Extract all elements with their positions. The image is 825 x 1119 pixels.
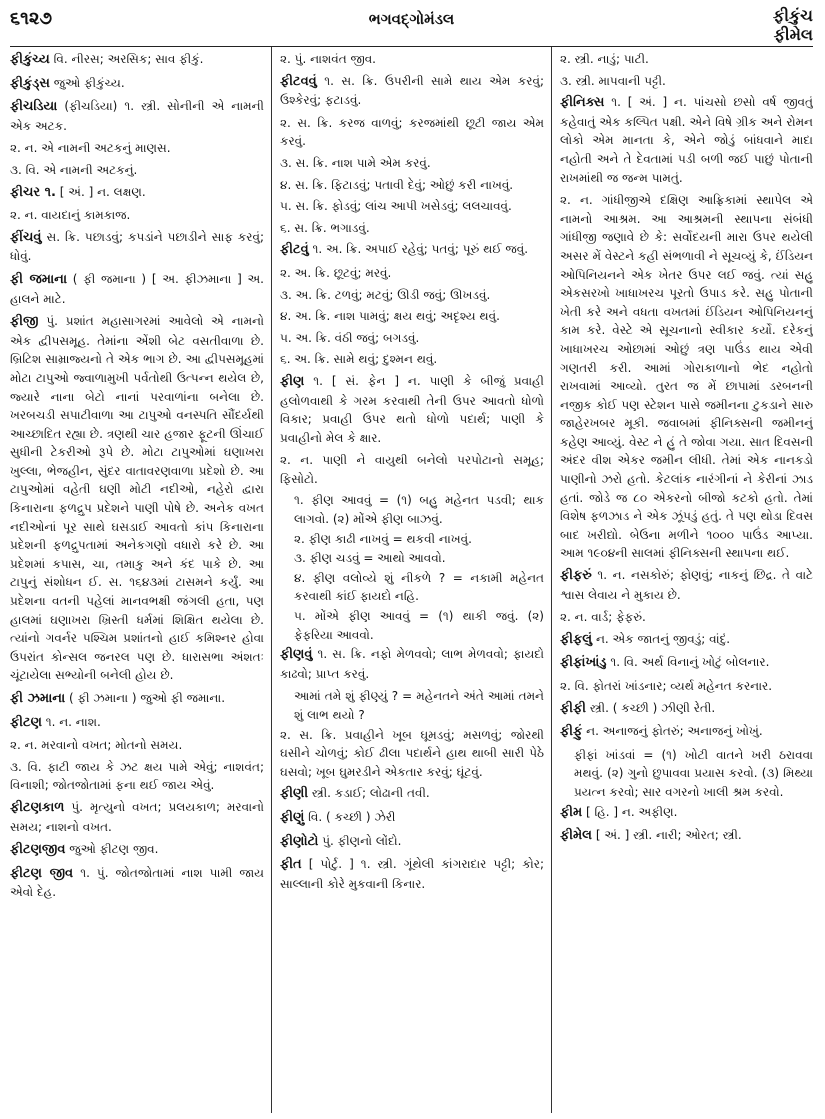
dictionary-entry	[280, 808, 544, 828]
dictionary-entry	[10, 74, 264, 94]
definition: ૧. ન. નાશ.	[45, 714, 101, 729]
headword: ફીટણજીવ	[10, 842, 66, 858]
dictionary-entry	[280, 72, 544, 110]
headword: ફીટવું	[280, 242, 309, 258]
definition: સ. ક્રિ. પછાડવું; કપડાંને પછાડીને સાફ કરવું; ધોવું.	[10, 229, 264, 264]
headword: ફીટણકાળ	[10, 799, 65, 815]
sub-sense: ૩. અ. ક્રિ. ટળવું; મટવું; ઊડી જવું; ઊખડવું.	[280, 287, 491, 302]
headword: ફીજી	[10, 314, 39, 330]
dictionary-entry	[280, 372, 544, 447]
sub-sense: ૪. અ. ક્રિ. નાશ પામવું; ક્ષય થવું; અદૃશ્ય થવું.	[280, 309, 500, 324]
sub-sense: ૫. અ. ક્રિ. વંઠી જવું; બગડવું.	[280, 330, 420, 345]
guide-word-last: ફીમેલ	[773, 25, 813, 44]
sub-sense: ૩. વિ. એ નામની અટકનું.	[10, 162, 138, 177]
definition: [ પોર્ટુ. ] ૧. સ્ત્રી. ગૂંથેલી કાંગરાદાર પટ્ટી; કોર; સાલ્લાની કોરે મુકવાની કિનાર.	[280, 857, 544, 891]
sub-sense: ૨. સ. ક્રિ. કરજ વાળવું; કરજમાંથી છૂટી જાય એમ કરવું.	[280, 115, 544, 149]
headword: ફીફું	[560, 724, 583, 740]
idiom: ૧. ફીણ આવવું = (૧) બહુ મહેનત પડવી; થાક લાગવો. (૨) મોંએ ફીણ બાઝવું.	[294, 493, 544, 527]
dictionary-entry	[560, 653, 813, 673]
sub-sense: ૪. સ. ક્રિ. ફિટાડવું; પતાવી દેવું; ઓછું કરી નાખવું.	[280, 177, 514, 192]
page-header	[10, 6, 813, 46]
definition: (ફીચડિયા) ૧. સ્ત્રી. સોનીની એ નામની એક અટક.	[10, 99, 264, 133]
sub-sense: ૫. સ. ક્રિ. ફોડવું; લાંચ આપી ખસેડવું; લલચાવવું.	[280, 199, 512, 214]
headword: ફીત	[280, 857, 302, 873]
columns	[10, 46, 813, 1113]
dictionary-entry	[280, 240, 544, 260]
dictionary-entry	[560, 826, 813, 846]
idiom: આમાં તમે શું ફીણ્યું ? = મહેનતને અંતે આમાં તમને શું લાભ થયો ?	[294, 689, 544, 722]
sub-sense: ૬. સ. ક્રિ. ભગાડવું.	[280, 220, 370, 235]
dictionary-entry	[280, 784, 544, 804]
dictionary-entry	[560, 803, 813, 823]
idiom: ફીફાં ખાંડવાં = (૧) ખોટી વાતને ખરી ઠરાવવા મથવું. (૨) ગુનો છુપાવવા પ્રયાસ કરવો. (૩) મિથ્યા પ્રયત્ન કરવો; સાર વગરનો ખાલી શ્રમ કરવો.	[574, 747, 813, 799]
sub-sense: ૨. અ. ક્રિ. છૂટવું; મરવું.	[280, 265, 392, 280]
headword: ફીણ	[280, 373, 305, 389]
headword: ફીંચવું	[10, 229, 42, 245]
definition: ( ફી જમાના ) [ અ. ફીઝમાના ] અ. હાલને માટે.	[10, 271, 264, 306]
dictionary-entry	[560, 630, 813, 650]
dictionary-entry	[10, 50, 264, 70]
headword: ફીકુંડ્સ	[10, 75, 50, 91]
definition: પું. મૃત્યુનો વખત; પ્રલયકાળ; મરવાનો સમય; નાશનો વખત.	[10, 799, 264, 834]
dictionary-entry	[10, 864, 264, 902]
definition: ૧. ન. નસકોરું; ફોણવું; નાકનું છિદ્ર. તે વાટે શ્વાસ લેવાય ને મુકાય છે.	[560, 568, 813, 602]
headword: ફીફી	[560, 700, 587, 716]
dictionary-entry	[10, 840, 264, 860]
dictionary-entry	[10, 97, 264, 135]
definition: જુઓ ફીકુંચ્ય.	[53, 75, 125, 90]
idiom: ૪. ફીણ વલોવ્યે શું નીકળે ? = નકામી મહેનત કરવાથી કાંઈ ફાયદો નહિ.	[294, 570, 544, 604]
headword: ફીચર ૧.	[10, 184, 56, 200]
idiom: ૩. ફીણ ચડવું = આથો આવવો.	[294, 551, 446, 566]
sub-sense: ૨. ન. મરવાનો વખત; મોતનો સમય.	[10, 738, 183, 753]
sub-sense: ૨. વિ. ફોતરાં ખાંડનાર; વ્યર્થ મહેનત કરનાર.	[560, 679, 773, 693]
sub-sense: ૨. ન. વાયદાનું કામકાજ.	[10, 208, 131, 223]
sub-sense: ૨. ન. વાર્ડ; ફેફરું.	[560, 610, 646, 625]
definition: ( ફી ઝમાના ) જુઓ ફી જમાના.	[69, 691, 226, 705]
dictionary-entry	[280, 645, 544, 683]
dictionary-entry	[10, 228, 264, 266]
sub-sense: ૩. સ્ત્રી. માપવાની પટ્ટી.	[560, 73, 666, 88]
headword: ફીણવું	[280, 647, 313, 663]
dictionary-entry	[10, 713, 264, 733]
definition: [ હિ. ] ન. અફીણ.	[586, 804, 678, 819]
dictionary-entry	[560, 699, 813, 719]
definition: [ અં. ] સ્ત્રી. નારી; ઓરત; સ્ત્રી.	[595, 828, 742, 843]
definition: સ્ત્રી. કડાઈ; લોઢાની તવી.	[311, 786, 430, 801]
headword: ફીફાંખાંડુ	[560, 655, 607, 671]
dictionary-entry	[560, 566, 813, 604]
dictionary-entry	[10, 798, 264, 836]
sub-sense: ૨. ન. એ નામની અટકનું માણસ.	[10, 141, 171, 156]
sub-sense: ૨. સ્ત્રી. નાડું; પાટી.	[560, 52, 649, 66]
headword: ફીણું	[280, 809, 305, 825]
headword: ફીમેલ	[560, 828, 593, 844]
headword: ફી ઝમાના	[10, 691, 66, 706]
sub-sense: ૨. ન. ગાંધીજીએ દક્ષિણ આફ્રિકામાં સ્થાપેલ એ નામનો આશ્રમ. આ આશ્રમની સ્થાપના સંબંધી ગાંધીજી જણાવે છે કે: સર્વોદયની મારા ઉપર થયેલી અસર મેં વેસ્ટને કહી સંભળાવી ને સૂચવ્યું કે, ઈંડિયન ઓપિનિયનને એક ખેતર ઉપર લઈ જવું. ત્યાં સહુ એકસરખો ખાધાખરચ પૂરતો ઉપાડ કરે. સહુ પોતાની ખેતી કરે અને વધતા વખતમાં ઈંડિયન ઓપિનિયનનું કામ કરે. વેસ્ટે એ સૂચનાનો સ્વીકાર કર્યો. દરેકનું ખાધાખરચ ઓછામાં ઓછું ત્રણ પાઉંડ થાય એવી ગણતરી કરી. આમાં ગોરાકાળાનો ભેદ નહોતો રાખવામાં આવ્યો. તુરત જ મેં છાપામાં ડરબનની નજીક કોઈ પણ સ્ટેશન પાસે જમીનના ટુકડાને સારુ જાહેરખબર મૂકી. જવાબમાં ફીનિક્સની જમીનનું કહેણ આવ્યું. વેસ્ટ ને હું તે જોવા ગયા. સાત દિવસની અંદર વીશ એકર જમીન લીધી. તેમાં એક નાનકડો પાણીનો ઝરો હતો. કેટલાંક નારંગીનાં ને કેરીનાં ઝાડ હતાં. જોડે જ ૮૦ એકરનો બીજો કટકો હતો. તેમાં વિશેષ ફળઝાડ ને એક ઝૂંપડું હતું. તે પણ થોડા દિવસ બાદ ખરીદ્યો. બેઉના મળીને ૧૦૦૦ પાઉંડ આપ્યા. આમ ૧૯૦૪ની સાલમાં ફીનિક્સની સ્થાપના થઈ.	[560, 193, 813, 561]
sub-sense: ૬. અ. ક્રિ. સામે થવું; દુશ્મન થવું.	[280, 352, 438, 367]
headword: ફીણોટો	[280, 833, 319, 849]
page-number: ૬૧૨૭	[10, 8, 52, 29]
column-2	[271, 47, 551, 1113]
definition: સ્ત્રી. ( કચ્છી ) ઝીણી રેતી.	[589, 700, 716, 715]
column-1	[10, 47, 271, 1113]
sub-sense: ૨. સ. ક્રિ. પ્રવાહીને ખૂબ ઘૂમડવું; મસળવું; જોરથી ઘસીને ચોળવું; કોઈ ઢીલા પદાર્થને હાથ થાબી સારી પેઠે ઘસવો; ખૂબ ઘુમરડીને એકતાર કરવું; ઘૂંટવું.	[280, 727, 544, 779]
definition: [ અં. ] ન. લક્ષણ.	[59, 184, 146, 199]
dictionary-entry	[10, 689, 264, 709]
dictionary-entry	[560, 722, 813, 742]
headword: ફીટવવું	[280, 73, 317, 89]
definition: ૧. સ. ક્રિ. ઉપરીની સામે થાય એમ કરવું; ઉશ્કેરવું; ફટાડવું.	[280, 73, 544, 108]
definition: ન. અનાજનું ફોતરું; અનાજનું ખોખું.	[586, 724, 763, 739]
headword: ફીટણ જીવ	[10, 865, 74, 881]
headword: ફીચડિયા	[10, 99, 58, 115]
headword: ફીટણ	[10, 714, 42, 730]
definition: ૧. [ સં. ફેન ] ન. પાણી કે બીજું પ્રવાહી હલોળવાથી કે ગરમ કરવાથી તેની ઉપર આવતો ધોળો વિકાર; પ્રવાહી ઉપર થતો ધોળો પદાર્થ; પાણી કે પ્રવાહીનો મેલ કે ક્ષાર.	[280, 373, 544, 445]
headword: ફી જમાના	[10, 271, 68, 287]
definition: પું. પ્રશાંત મહાસાગરમાં આવેલો એ નામનો એક દ્વીપસમૂહ. તેમાંના એંશી બેટ વસતીવાળા છે. બ્રિટિશ સામ્રાજ્યનો તે એક ભાગ છે. આ દ્વીપસમૂહમાં મોટા ટાપુઓ જ્વાળામુખી પર્વતોથી ઉત્પન્ન થયેલ છે, જ્યારે નાના બેટો નાનાં પરવાળાંના બનેલા છે. ખરબચડી સપાટીવાળા આ ટાપુઓ વનસ્પતિ સૌંદર્યથી આચ્છાદિત રહ્યા છે. ત્રણથી ચાર હજાર ફૂટની ઊંચાઈ સુધીની ટેકરીઓ રૂપે છે. મોટા ટાપુઓમાં ઘણાખરા ખુલ્લા, ભેજહીન, સુંદર વાતાવરણવાળા પ્રદેશો છે. આ ટાપુઓમાં વહેતી ઘણી મોટી નદીઓ, નહેરો દ્વારા કિનારાના ફળદ્રુપ પ્રદેશને પાણી પોષે છે. અનેક વખત નદીઓનાં પૂર સાથે ઘસડાઈ આવતો કાંપ કિનારાના પ્રદેશની ફળદ્રુપતામાં અનેકગણો વધારો કરે છે. આ પ્રદેશમાં કપાસ, ચા, તમાકુ અને કંદ પાકે છે. આ ટાપુનું સંશોધન ઈ. સ. ૧૬૪૩માં ટાસમને કર્યું. આ પ્રદેશના વતની પહેલાં માનવભક્ષી જંગલી હતા, પણ હાલમાં ઘણાખરા ખ્રિસ્તી ધર્મમાં શિક્ષિત થયેલા છે. ત્યાંનો ગવર્નર પશ્ચિમ પ્રશાંતનો હાઈ કમિશ્નર હોવા ઉપરાંત કોન્સલ જનરલ પણ છે. ધારાસભા અંશતઃ ચૂંટાયેલા સભ્યોની બનેલી હોય છે.	[10, 314, 264, 683]
page-title: ભગવદ્ગોમંડલ	[368, 10, 455, 28]
definition: ૧. પું. જોતજોતામાં નાશ પામી જાય એવો દેહ.	[10, 865, 264, 900]
headword: ફીણી	[280, 786, 309, 802]
definition: જુઓ ફીટણ જીવ.	[69, 842, 159, 857]
headword: ફીકુંચ્ય	[10, 52, 50, 67]
headword: ફીફલું	[560, 631, 593, 647]
dictionary-entry	[10, 270, 264, 308]
sub-sense: ૩. સ. ક્રિ. નાશ પામે એમ કરવું.	[280, 155, 431, 170]
definition: ૧. અ. ક્રિ. અપાઈ રહેવું; પતવું; પૂરું થઈ જવું.	[312, 242, 529, 257]
dictionary-entry	[10, 312, 264, 685]
dictionary-entry	[280, 832, 544, 852]
definition: ૧. સ. ક્રિ. નફો મેળવવો; લાભ મેળવવો; ફાયદો કાઢવો; પ્રાપ્ત કરવું.	[280, 647, 544, 681]
headword: ફીનિક્સ	[560, 95, 605, 111]
dictionary-entry	[280, 855, 544, 893]
definition: ૧. વિ. અર્થ વિનાનું ખોટું બોલનાર.	[610, 655, 770, 670]
dictionary-entry	[10, 183, 264, 203]
definition: ૧. [ અં. ] ન. પાંચસો છસો વર્ષ જીવતું કહેવાતું એક કલ્પિત પક્ષી. એને વિષે ગ્રીક અને રોમન લોકો એમ માનતા કે, એને જોડું બાંધવાને માદા નહોતી અને તે દેવતામાં પડી બળી જઈ પાછું પોતાની રાખમાંથી જ જન્મ પામતું.	[560, 95, 813, 185]
sub-sense: ૨. પું. નાશવંત જીવ.	[280, 52, 376, 66]
column-3	[551, 47, 813, 1113]
idiom: ૨. ફીણ કાઢી નાખવું = થકવી નાખવું.	[294, 531, 472, 546]
dictionary-entry	[560, 93, 813, 187]
headword: ફીફરું	[560, 568, 592, 584]
sub-sense: ૨. ન. પાણી ને વાયુથી બનેલો પરપોટાનો સમૂહ; ફિસોટો.	[280, 453, 544, 486]
definition: વિ. ( કચ્છી ) ઝેરી	[308, 809, 396, 824]
definition: ન. એક જાતનું જીવડું; વાંદું.	[595, 631, 731, 646]
guide-word-first: ફીકુંચ	[772, 6, 813, 25]
definition: પું. ફીણનો લોંદો.	[322, 833, 402, 848]
headword: ફીમ	[560, 804, 583, 820]
idiom: ૫. મોંએ ફીણ આવવું = (૧) થાકી જવું. (૨) ફેફરિયા આવવો.	[294, 609, 544, 642]
guide-words	[773, 6, 813, 44]
definition: વિ. નીરસ; અરસિક; સાવ ફીકું.	[53, 52, 204, 66]
sub-sense: ૩. વિ. ફાટી જાય કે ઝટ ક્ષય પામે એવું; નાશવંત; વિનાશી; જોતજોતામાં ફના થઈ જાય એવું.	[10, 759, 264, 793]
